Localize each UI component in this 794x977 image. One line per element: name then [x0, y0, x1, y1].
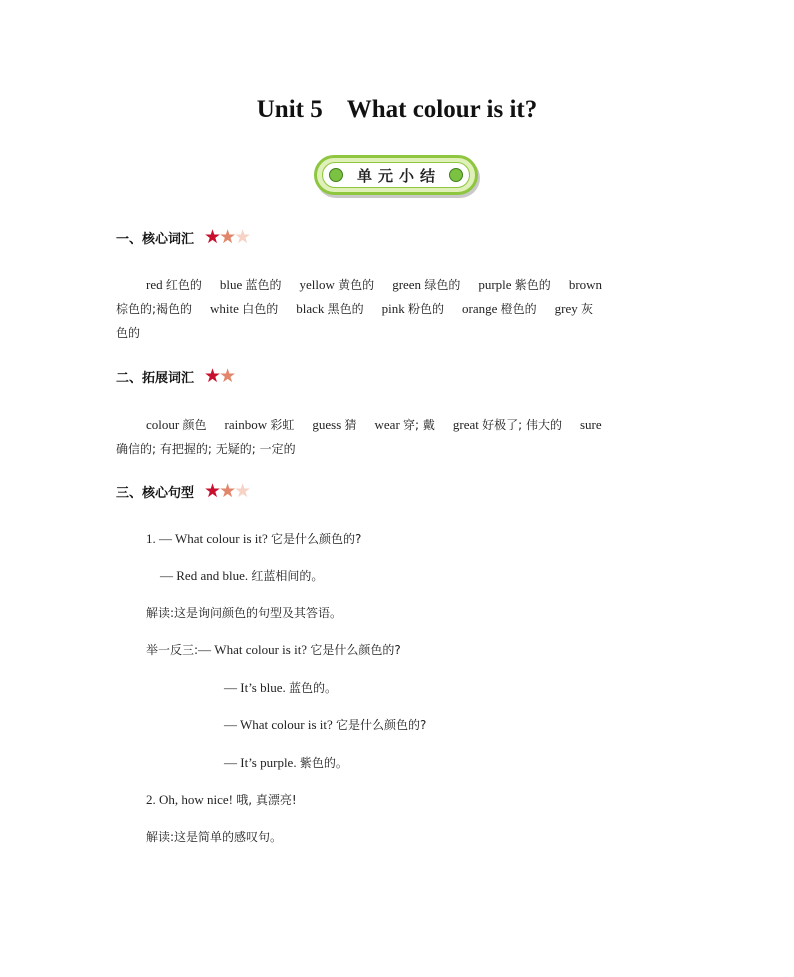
page-title	[0, 96, 794, 124]
star-icon: ★	[234, 480, 252, 502]
green-dot-icon	[449, 168, 463, 182]
sentence-line: 举一反三:— What colour is it? 它是什么颜色的?	[146, 642, 401, 657]
star-icon: ★	[219, 226, 237, 248]
star-icon: ★	[219, 480, 237, 502]
rating-stars	[204, 480, 252, 502]
heading-ext-vocab	[116, 365, 237, 387]
vocab-item: yellow 黄色的	[299, 277, 375, 292]
vocab-item: sure	[579, 417, 602, 432]
unit-label: Unit 5	[256, 96, 323, 123]
star-icon: ★	[204, 226, 222, 248]
star-icon: ★	[204, 365, 222, 387]
explanation-line: 解读:这是简单的感叹句。	[146, 830, 283, 844]
unit-question: What colour is it?	[346, 96, 538, 123]
vocab-line-3: 色的	[116, 326, 141, 340]
vocab-item: purple 紫色的	[478, 277, 551, 292]
vocab-item: brown	[568, 277, 603, 292]
star-icon: ★	[234, 226, 252, 248]
unit-summary-badge	[314, 155, 478, 195]
sentence-line: — Red and blue. 红蓝相间的。	[160, 568, 324, 583]
sentence-line: 1. — What colour is it? 它是什么颜色的?	[146, 531, 362, 546]
vocab-item: grey 灰	[554, 301, 594, 316]
heading-text: 三、核心句型	[116, 486, 195, 501]
vocab-item: orange 橙色的	[462, 301, 537, 316]
rating-stars	[204, 226, 252, 248]
vocab-item: green 绿色的	[392, 277, 461, 292]
heading-text: 一、核心词汇	[116, 232, 195, 247]
vocab-line-2	[116, 297, 593, 321]
vocab-item: great 好极了; 伟大的	[452, 417, 562, 432]
heading-text: 二、拓展词汇	[116, 371, 195, 386]
vocab-item: blue 蓝色的	[219, 277, 282, 292]
sentence-line: 2. Oh, how nice! 哦, 真漂亮!	[146, 792, 297, 807]
star-icon: ★	[219, 365, 237, 387]
heading-core-sentences	[116, 480, 252, 502]
explanation-line: 解读:这是询问颜色的句型及其答语。	[146, 606, 343, 620]
vocab-item: wear 穿; 戴	[374, 417, 435, 432]
star-icon: ★	[204, 480, 222, 502]
vocab-item: colour 颜色	[146, 417, 207, 432]
green-dot-icon	[329, 168, 343, 182]
sentence-line: — It’s blue. 蓝色的。	[224, 680, 338, 695]
vocab-line-1	[146, 273, 602, 297]
vocab-item: guess 猜	[312, 417, 357, 432]
sentence-line: — What colour is it? 它是什么颜色的?	[224, 717, 427, 732]
heading-core-vocab	[116, 226, 252, 248]
vocab-item: red 红色的	[146, 277, 202, 292]
vocab-item: pink 粉色的	[381, 301, 445, 316]
vocab-item: 棕色的;褐色的	[116, 302, 193, 316]
vocab-item: rainbow 彩虹	[224, 417, 295, 432]
sentence-line: — It’s purple. 紫色的。	[224, 755, 348, 770]
rating-stars	[204, 365, 237, 387]
ext-vocab-line-2: 确信的; 有把握的; 无疑的; 一定的	[116, 442, 296, 456]
vocab-item: white 白色的	[210, 301, 279, 316]
badge-label: 单元小结	[356, 166, 441, 185]
vocab-item: black 黑色的	[296, 301, 364, 316]
ext-vocab-line-1	[146, 413, 602, 437]
